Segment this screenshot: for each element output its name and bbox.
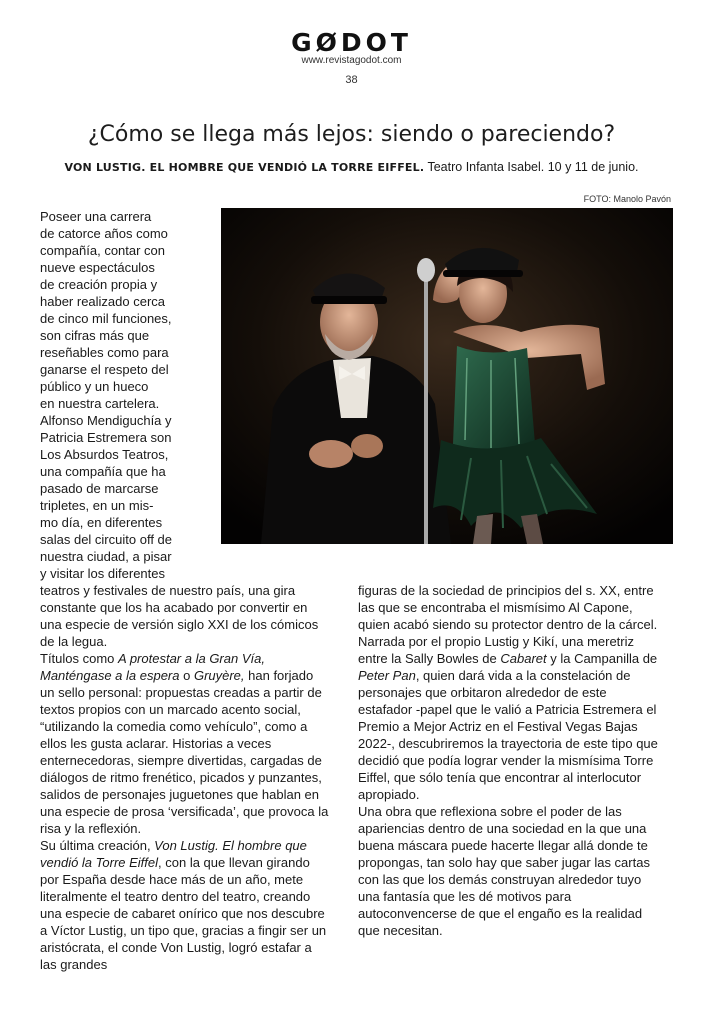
intro-line: de cinco mil funciones,: [40, 311, 172, 326]
article-title: ¿Cómo se llega más lejos: siendo o pareciendo?: [87, 122, 616, 147]
intro-line: ganarse el respeto del: [40, 362, 169, 377]
stage-photo-illustration: [221, 208, 673, 544]
intro-line: salas del circuito off de: [40, 532, 172, 547]
intro-line: tripletes, en un mis-: [40, 498, 154, 513]
paragraph-5-c: , quien dará vida a la constelación de personajes que orbitaron alrededor de este estafador -papel que le valió a Patricia Estremera el Premio a Mejor Actriz en el Festival Vegas Bajas 2022-, descubriremos la trayectoria de este tipo que decidió que podía lograr vender la mismísima Torre Eiffel, que sólo tenía que encontrar al interlocutor apropiado.: [358, 668, 658, 802]
show-info: Teatro Infanta Isabel. 10 y 11 de junio.: [424, 160, 639, 174]
paragraph-5: [358, 633, 658, 803]
paragraph-2-b: o: [179, 668, 194, 683]
intro-line: nueve espectáculos: [40, 260, 155, 275]
work-title-gruyere: Gruyère,: [193, 668, 245, 683]
intro-line: público y un hueco: [40, 379, 149, 394]
intro-line: compañía, contar con: [40, 243, 166, 258]
intro-line: pasado de marcarse: [40, 481, 159, 496]
page-number: 38: [345, 74, 358, 86]
paragraph-2: [40, 650, 330, 837]
intro-line: Los Absurdos Teatros,: [40, 447, 169, 462]
work-title-peter-pan: Peter Pan: [358, 668, 416, 683]
intro-text-column: [40, 208, 216, 582]
work-title-protestar: A protestar a la Gran Vía, Manténgase a la espera: [40, 651, 265, 683]
paragraph-3-b: , con la que llevan girando por España desde hace más de un año, mete literalmente el teatro dentro del teatro, creando una especie de cabaret onírico que nos descubre a Víctor Lustig, un tipo que, gracias a fingir ser un aristócrata, el conde Von Lustig, logró estafar a las grandes: [40, 855, 327, 972]
intro-line: y visitar los diferentes: [40, 566, 165, 581]
intro-line: haber realizado cerca: [40, 294, 166, 309]
work-title-cabaret: Cabaret: [500, 651, 547, 666]
stage-photo: [221, 208, 673, 544]
intro-line: en nuestra cartelera.: [40, 396, 160, 411]
intro-line: Patricia Estremera son: [40, 430, 172, 445]
intro-line: una compañía que ha: [40, 464, 166, 479]
paragraph-4: figuras de la sociedad de principios del s. XX, entre las que se encontraba el mismísimo Al Capone, quien acabó siendo su protector dentro de la cárcel.: [358, 583, 658, 632]
article-subtitle: [0, 160, 703, 174]
work-title-von-lustig: Von Lustig. El hombre que vendió la Torre Eiffel: [40, 838, 307, 870]
intro-line: Alfonso Mendiguchía y: [40, 413, 172, 428]
paragraph-1-continued: teatros y festivales de nuestro país, una gira constante que los ha acabado por convertir en una especie de versión siglo XXI de los cómicos de la legua.: [40, 583, 319, 649]
paragraph-5-b: y la Campanilla de: [546, 651, 658, 666]
left-text-column: [40, 582, 330, 973]
website-url[interactable]: www.revistagodot.com: [301, 55, 402, 66]
intro-line: de catorce años como: [40, 226, 168, 241]
paragraph-2-c: han forjado un sello personal: propuestas creadas a partir de textos propios con un marcado acento social, “utilizando la comedia como vehículo”, como a ellos les gusta aclarar. Historias a veces enternecedoras, siempre divertidas, cargadas de diálogos de ritmo frenético, picados y punzantes, salidos de personajes juguetones que hablan en una especie de prosa ‘versificada’, que provoca la risa y la reflexión.: [40, 668, 329, 836]
magazine-logo: GØDOT: [291, 28, 412, 57]
intro-line: reseñables como para: [40, 345, 169, 360]
right-text-column: [358, 582, 658, 939]
paragraph-5-a: Narrada por el propio Lustig y Kikí, una meretriz entre la Sally Bowles de: [358, 634, 635, 666]
paragraph-3: [40, 837, 330, 973]
show-title: VON LUSTIG. EL HOMBRE QUE VENDIÓ LA TORRE EIFFEL.: [64, 161, 425, 174]
intro-line: mo día, en diferentes: [40, 515, 163, 530]
intro-line: son cifras más que: [40, 328, 150, 343]
intro-line: de creación propia y: [40, 277, 158, 292]
intro-line: nuestra ciudad, a pisar: [40, 549, 172, 564]
intro-line: Poseer una carrera: [40, 209, 152, 224]
paragraph-2-a: Títulos como: [40, 651, 119, 666]
paragraph-6: Una obra que reflexiona sobre el poder de las apariencias dentro de una sociedad en la que una buena máscara puede hacerte llegar allá donde te propongas, tan solo hay que saber jugar las cartas con las que los demás construyan alrededor tuyo una fantasía que les dé motivos para autoconvencerse de que el engaño es la realidad que necesitan.: [358, 804, 650, 938]
paragraph-3-a: Su última creación,: [40, 838, 155, 853]
photo-credit: FOTO: Manolo Pavón: [583, 194, 671, 204]
